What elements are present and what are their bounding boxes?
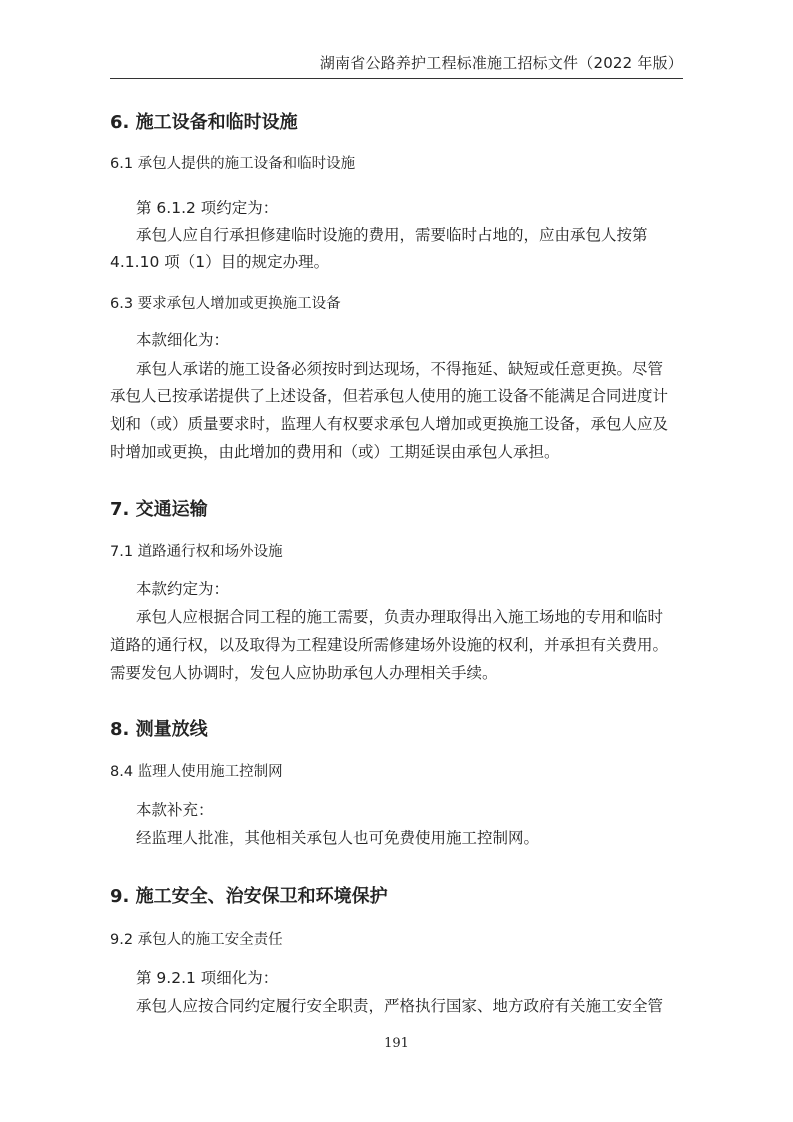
subsection-heading-9-2: 9.2 承包人的施工安全责任 [110,932,283,948]
paragraph-line: 承包人应按合同约定履行安全职责，严格执行国家、地方政府有关施工安全管 [136,997,664,1015]
paragraph-line: 划和（或）质量要求时，监理人有权要求承包人增加或更换施工设备，承包人应及 [110,415,669,433]
clause-9-2-1: 第 9.2.1 项细化为： [136,969,279,987]
section-heading-6: 6. 施工设备和临时设施 [110,112,298,133]
paragraph-line: 需要发包人协调时，发包人应协助承包人办理相关手续。 [110,664,498,682]
section-heading-8: 8. 测量放线 [110,719,208,740]
section-heading-7: 7. 交通运输 [110,499,208,520]
clause-7-1: 本款约定为： [136,580,230,598]
section-heading-9: 9. 施工安全、治安保卫和环境保护 [110,886,388,907]
subsection-heading-8-4: 8.4 监理人使用施工控制网 [110,764,283,780]
clause-6-3: 本款细化为： [136,331,230,349]
page-number: 191 [384,1036,409,1051]
paragraph-line: 承包人已按承诺提供了上述设备，但若承包人使用的施工设备不能满足合同进度计 [110,387,669,405]
paragraph-line: 承包人应自行承担修建临时设施的费用，需要临时占地的，应由承包人按第 [136,226,648,244]
paragraph-line: 经监理人批准，其他相关承包人也可免费使用施工控制网。 [136,829,540,847]
paragraph-line: 道路的通行权，以及取得为工程建设所需修建场外设施的权利，并承担有关费用。 [110,636,669,654]
paragraph-line: 4.1.10 项（1）目的规定办理。 [110,253,330,271]
subsection-heading-6-3: 6.3 要求承包人增加或更换施工设备 [110,296,341,312]
clause-8-4: 本款补充： [136,801,214,819]
paragraph-line: 承包人应根据合同工程的施工需要，负责办理取得出入施工场地的专用和临时 [136,608,664,626]
clause-6-1-2: 第 6.1.2 项约定为： [136,199,279,217]
paragraph-line: 承包人承诺的施工设备必须按时到达现场，不得拖延、缺短或任意更换。尽管 [136,360,664,378]
subsection-heading-7-1: 7.1 道路通行权和场外设施 [110,544,283,560]
paragraph-line: 时增加或更换，由此增加的费用和（或）工期延误由承包人承担。 [110,443,560,461]
header-divider [110,78,683,79]
subsection-heading-6-1: 6.1 承包人提供的施工设备和临时设施 [110,156,356,172]
running-header: 湖南省公路养护工程标准施工招标文件（2022 年版） [319,54,683,72]
